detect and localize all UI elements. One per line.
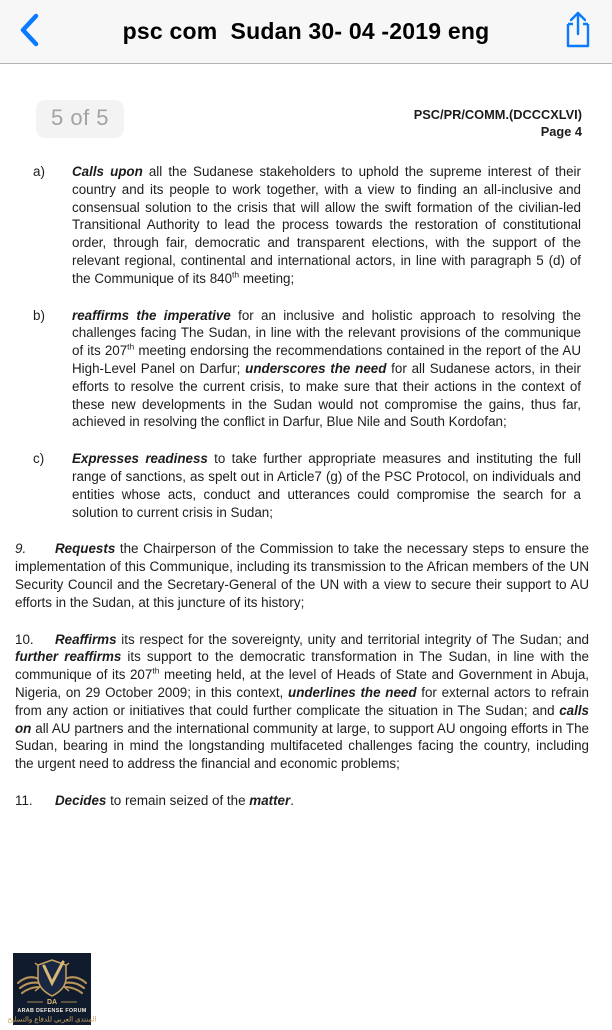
paragraph-a: [0, 163, 612, 288]
document-reference: PSC/PR/COMM.(DCCCXLVI): [413, 107, 582, 122]
watermark-title: ARAB DEFENSE FORUM: [17, 1008, 87, 1014]
watermark-logo: [7, 953, 97, 1025]
page-indicator-badge: 5 of 5: [36, 100, 124, 138]
text-run: all AU partners and the international community at large, to support AU ongoing efforts in The Sudan, bearing in mind the longstanding multifaceted challenges facing the country, including the urgent need to address the financial and economic problems;: [15, 720, 589, 772]
watermark-monogram: DA: [46, 999, 58, 1006]
paragraph-label: 9.: [15, 541, 27, 557]
text-run: Requests: [55, 541, 116, 557]
paragraph-body: [72, 450, 581, 521]
text-run: calls on: [15, 702, 589, 736]
share-button[interactable]: [558, 6, 598, 57]
text-run: meeting endorsing the recommendations contained in the report of the AU High-Level Panel on Darfur;: [72, 343, 581, 376]
paragraph-body: [15, 632, 589, 772]
paragraph-body: [15, 541, 589, 609]
text-run: the Chairperson of the Commission to take the necessary steps to ensure the implementation of this Communique, including its transmission to the African members of the UN Security Council and the Secretary-General of the UN with a view to secure their support to AU efforts in the Sudan, at this juncture of its history;: [15, 541, 589, 610]
paragraph-body: [72, 163, 581, 288]
text-run: for all Sudanese actors, in their efforts to resolve the current crisis, to make sure that their actions in the context of these new developments in the Sudan would not compromise the gains, thus far, achieved in resolving the conflict in Darfur, Blue Nile and South Kordofan;: [72, 360, 581, 430]
text-run: for an inclusive and holistic approach to resolving the challenges facing The Sudan, in line with the relevant provisions of the communique of its 207: [72, 307, 581, 359]
chevron-left-icon: [18, 12, 40, 51]
arab-defense-forum-emblem: [7, 953, 97, 1025]
document-header: [0, 100, 612, 140]
paragraph-label: 11.: [15, 792, 33, 808]
text-run: Decides: [55, 792, 107, 808]
text-run: to take further appropriate measures and instituting the full range of sanctions, as spelt out in Article7 (g) of the PSC Protocol, on individuals and entities whose acts, conduct and utterances could compromise the search for a solution to current crisis in Sudan;: [72, 451, 581, 520]
back-button[interactable]: [14, 8, 44, 55]
paragraph-label: 10.: [15, 631, 34, 647]
paragraph-label: a): [33, 164, 45, 179]
text-run: underscores the need: [245, 360, 387, 376]
text-run: its respect for the sovereignty, unity and territorial integrity of The Sudan; and: [116, 631, 589, 647]
document-reference-block: [414, 107, 582, 140]
text-run: meeting held, at the level of Heads of State and Government in Abuja, Nigeria, on 29 October 2009; in this context,: [15, 667, 589, 700]
text-run: further reaffirms: [15, 649, 122, 665]
text-run: Calls upon: [72, 164, 143, 179]
paragraph-b: [0, 307, 612, 432]
paragraph-label: b): [33, 307, 45, 323]
text-run: its support to the democratic transformation in The Sudan, in line with the communique of its 207: [15, 649, 590, 683]
text-run: .: [290, 792, 294, 808]
text-run: th: [232, 269, 240, 280]
watermark-subtitle-arabic: المنتدى العربي للدفاع والتسليح: [7, 1016, 97, 1024]
paragraph-body: [55, 793, 294, 808]
text-run: matter: [249, 792, 291, 808]
document-page-number: Page 4: [540, 123, 582, 139]
paragraph-label: c): [33, 451, 45, 467]
paragraph-11: [0, 792, 612, 810]
nav-title: psc com Sudan 30- 04 -2019 eng: [122, 18, 490, 44]
nav-bar: [0, 0, 612, 64]
paragraph-body: [72, 307, 581, 432]
text-run: th: [152, 665, 160, 676]
paragraph-10: [0, 631, 612, 773]
text-run: to remain seized of the: [106, 792, 250, 808]
text-run: for external actors to refrain from any action or initiatives that could further complicate the situation in The Sudan; and: [15, 684, 589, 718]
text-run: Expresses readiness: [72, 451, 208, 467]
text-run: reaffirms the imperative: [72, 307, 231, 323]
text-run: all the Sudanese stakeholders to uphold the supreme interest of their country and its people to work together, with a view to finding an all-inclusive and consensual solution to the crisis that will allow the swift formation of the civilian-led Transitional Authority to lead the process towards the restoration of constitutional order, through fair, democratic and transparent elections, with the support of the relevant regional, continental and international actors, in line with paragraph 5 (d) of the Communique of its 840: [72, 164, 581, 286]
text-run: meeting;: [239, 270, 295, 286]
paragraph-9: [0, 540, 612, 611]
text-run: th: [127, 341, 135, 352]
document-viewport[interactable]: [0, 65, 612, 1024]
document-body: [0, 163, 612, 810]
text-run: underlines the need: [288, 684, 417, 700]
share-icon: [562, 10, 594, 53]
paragraph-c: [0, 450, 612, 521]
text-run: Reaffirms: [55, 631, 117, 647]
